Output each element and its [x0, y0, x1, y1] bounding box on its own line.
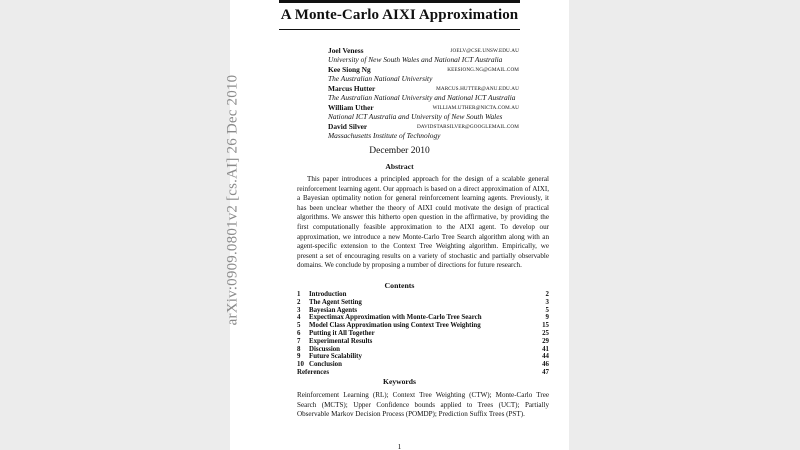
author-email[interactable]: DAVIDSTARSILVER@GOOGLEMAIL.COM	[416, 124, 519, 130]
viewer-background-left	[0, 0, 230, 450]
toc-label: Discussion	[309, 345, 341, 353]
toc-page: 3	[545, 298, 549, 306]
toc-page: 25	[542, 329, 549, 337]
author-affiliation: The Australian National University and National ICT Australia	[328, 93, 516, 102]
toc-label: Bayesian Agents	[309, 306, 358, 314]
author-affiliation: National ICT Australia and University of New South Wales	[328, 112, 503, 121]
author-entry	[328, 46, 519, 65]
table-of-contents	[297, 291, 549, 377]
author-name: William Uther	[328, 103, 374, 112]
author-name: Kee Siong Ng	[328, 65, 371, 74]
toc-page: 2	[545, 291, 549, 298]
paper-page	[230, 0, 569, 450]
author-email[interactable]: KEESIONG.NG@GMAIL.COM	[447, 67, 519, 73]
author-entry	[328, 122, 519, 141]
toc-page: 15	[542, 322, 549, 330]
author-name: David Silver	[328, 122, 368, 131]
author-email[interactable]: JOELV@CSE.UNSW.EDU.AU	[450, 48, 519, 54]
arxiv-stamp: arXiv:0909.0801v2 [cs.AI] 26 Dec 2010	[224, 74, 241, 326]
toc-entry[interactable]	[297, 322, 549, 330]
author-entry	[328, 65, 519, 84]
toc-number: 2	[297, 298, 301, 306]
author-list	[328, 46, 519, 141]
toc-label: Experimental Results	[309, 337, 373, 345]
toc-page: 29	[542, 337, 549, 345]
author-name: Marcus Hutter	[328, 84, 376, 93]
toc-page: 46	[542, 361, 549, 369]
abstract-text: This paper introduces a principled approach for the design of a scalable general reinforcement learning agent. Our approach is based on a direct approximation of AIXI, a Bayesian optimality notion for general reinforcement learning agents. Previously, it has been unclear whether the theory of AIXI could motivate the design of practical algorithms. We answer this hitherto open question in the affirmative, by providing the first computationally feasible approximation to the AIXI agent. To develop our approximation, we introduce a new Monte-Carlo Tree Search algorithm along with an agent-specific extension to the Context Tree Weighting algorithm. Empirically, we present a set of encouraging results on a variety of stochastic and partially observable domains. We conclude by proposing a number of directions for future research.	[297, 175, 549, 270]
author-affiliation: The Australian National University	[328, 74, 433, 83]
contents-heading: Contents	[384, 281, 415, 290]
title-top-rule	[279, 0, 520, 3]
paper-title: A Monte-Carlo AIXI Approximation	[280, 7, 519, 23]
toc-entry[interactable]	[297, 307, 549, 315]
keywords-text: Reinforcement Learning (RL); Context Tree Weighting (CTW); Monte-Carlo Tree Search (MCTS); Upper Confidence bounds applied to Trees (UCT); Partially Observable Markov Decision Process (POMDP); Prediction Suffix Trees (PST).	[297, 391, 549, 419]
toc-number: 9	[297, 353, 301, 361]
author-name: Joel Veness	[328, 46, 364, 55]
toc-entry-references[interactable]	[297, 369, 549, 377]
toc-page: 9	[545, 314, 549, 322]
title-bottom-rule	[279, 29, 520, 30]
viewer-background-right	[569, 0, 800, 450]
toc-number: 6	[297, 329, 301, 337]
toc-label: Expectimax Approximation with Monte-Carlo Tree Search	[309, 314, 482, 322]
author-email[interactable]: WILLIAM.UTHER@NICTA.COM.AU	[432, 105, 519, 111]
toc-number: 3	[297, 306, 301, 314]
paper-date: December 2010	[369, 146, 430, 156]
toc-page: 5	[545, 306, 549, 314]
toc-entry[interactable]	[297, 299, 549, 307]
toc-label: References	[297, 368, 330, 376]
page-number: 1	[397, 442, 402, 450]
toc-entry[interactable]	[297, 346, 549, 354]
toc-page: 44	[542, 353, 549, 361]
abstract-heading: Abstract	[385, 162, 414, 171]
toc-number: 1	[297, 291, 301, 298]
author-affiliation: University of New South Wales and National ICT Australia	[328, 55, 503, 64]
toc-label: Putting it All Together	[309, 329, 375, 337]
toc-page: 41	[542, 345, 549, 353]
author-email[interactable]: MARCUS.HUTTER@ANU.EDU.AU	[436, 86, 519, 92]
toc-number: 4	[297, 314, 301, 322]
toc-entry[interactable]	[297, 330, 549, 338]
toc-page: 47	[542, 368, 549, 376]
toc-label: Introduction	[309, 291, 347, 298]
toc-number: 5	[297, 322, 301, 330]
toc-label: Conclusion	[309, 361, 342, 369]
author-entry	[328, 103, 519, 122]
keywords-heading: Keywords	[383, 377, 416, 386]
toc-number: 7	[297, 337, 301, 345]
toc-entry[interactable]	[297, 353, 549, 361]
toc-label: The Agent Setting	[309, 298, 362, 306]
toc-label: Model Class Approximation using Context Tree Weighting	[309, 322, 481, 330]
toc-entry[interactable]	[297, 338, 549, 346]
toc-label: Future Scalability	[309, 353, 362, 361]
author-affiliation: Massachusetts Institute of Technology	[328, 131, 441, 140]
author-entry	[328, 84, 519, 103]
toc-number: 10	[297, 361, 304, 369]
toc-entry[interactable]	[297, 361, 549, 369]
toc-entry[interactable]	[297, 314, 549, 322]
toc-entry[interactable]	[297, 291, 549, 299]
toc-number: 8	[297, 345, 301, 353]
